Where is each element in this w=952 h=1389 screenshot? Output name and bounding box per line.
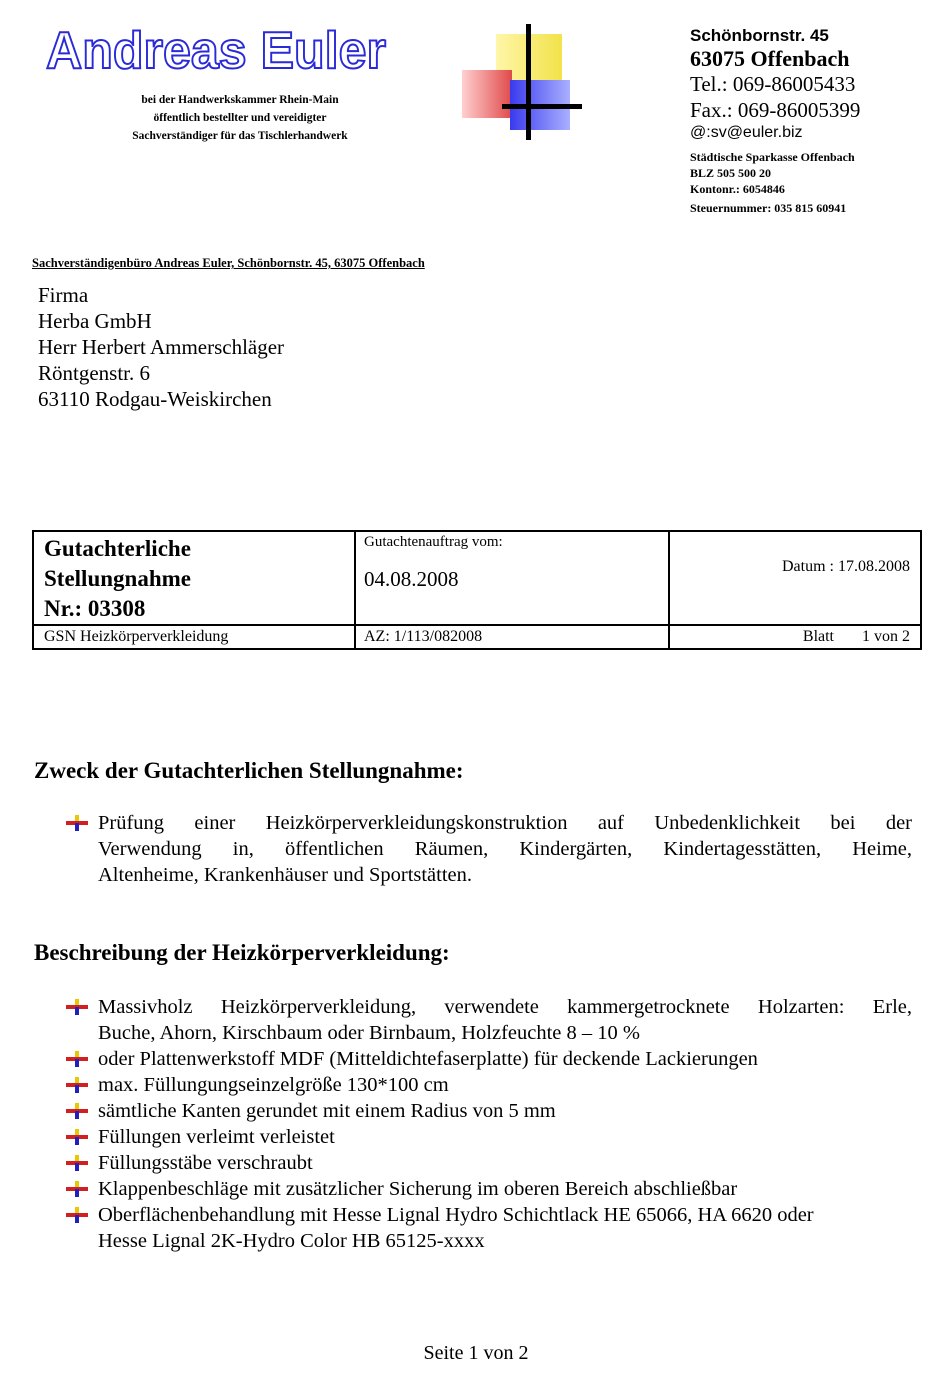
document-title-line: Gutachterliche xyxy=(44,536,191,561)
purpose-list xyxy=(66,810,912,888)
recipient-line: Herba GmbH xyxy=(38,309,152,333)
recipient-line: Röntgenstr. 6 xyxy=(38,361,151,385)
recipient-line: 63110 Rodgau-Weiskirchen xyxy=(38,387,272,411)
order-cell xyxy=(355,531,669,625)
logo-icon xyxy=(462,24,584,140)
subline-1: bei der Handwerkskammer Rhein-Main xyxy=(141,94,339,106)
list-item-line: Buche, Ahorn, Kirschbaum oder Birnbaum, Holzfeuchte 8 – 10 % xyxy=(98,1022,640,1044)
order-date: 04.08.2008 xyxy=(364,567,459,591)
recipient-address xyxy=(38,282,284,412)
brand-name: Andreas Euler xyxy=(46,22,386,80)
subline-2: öffentlich bestellter und vereidigter xyxy=(153,112,327,124)
document-subject: GSN Heizkörperverkleidung xyxy=(33,625,355,649)
recipient-line: Herr Herbert Ammerschläger xyxy=(38,335,285,359)
document-title-cell xyxy=(33,531,355,625)
arrow-bullet-icon xyxy=(66,1207,88,1223)
list-item-line: oder Plattenwerkstoff MDF (Mitteldichtefaserplatte) für deckende Lackierungen xyxy=(98,1048,758,1070)
address-street: Schönbornstr. 45 xyxy=(690,26,829,45)
list-item xyxy=(66,810,912,888)
list-item-line: max. Füllungungseinzelgröße 130*100 cm xyxy=(98,1074,449,1096)
list-item xyxy=(66,1098,912,1124)
address-city: 63075 Offenbach xyxy=(690,46,850,71)
list-item xyxy=(66,1176,912,1202)
recipient-line: Firma xyxy=(38,283,89,307)
list-item-line: Füllungen verleimt verleistet xyxy=(98,1126,335,1148)
arrow-bullet-icon xyxy=(66,1103,88,1119)
description-list xyxy=(66,994,912,1254)
arrow-bullet-icon xyxy=(66,1077,88,1093)
subline-3: Sachverständiger für das Tischlerhandwerk xyxy=(132,130,348,142)
arrow-bullet-icon xyxy=(66,1155,88,1171)
brand-wordmark xyxy=(44,12,404,82)
sheet-number xyxy=(669,625,921,649)
list-item xyxy=(66,1150,912,1176)
sender-line: Sachverständigenbüro Andreas Euler, Schönbornstr. 45, 63075 Offenbach xyxy=(32,256,425,270)
list-item-line: Oberflächenbehandlung mit Hesse Lignal Hydro Schichtlack HE 65066, HA 6620 oder xyxy=(98,1204,814,1226)
bank-account: Kontonr.: 6054846 xyxy=(690,182,785,196)
bank-blz: BLZ 505 500 20 xyxy=(690,166,772,180)
document-header-table xyxy=(32,530,922,650)
address-fax: Fax.: 069-86005399 xyxy=(690,98,861,122)
page-number-footer: Seite 1 von 2 xyxy=(423,1342,529,1364)
sheet-number-text: Blatt 1 von 2 xyxy=(802,628,910,645)
list-item-line: Altenheime, Krankenhäuser und Sportstätten. xyxy=(98,864,473,886)
address-phone: Tel.: 069-86005433 xyxy=(690,72,856,96)
list-item-line: sämtliche Kanten gerundet mit einem Radius von 5 mm xyxy=(98,1100,556,1122)
list-item-line: Füllungsstäbe verschraubt xyxy=(98,1152,313,1174)
list-item-line: Prüfung einer Heizkörperverkleidungskonstruktion auf Unbedenklichkeit bei der xyxy=(98,812,912,834)
list-item-line: Klappenbeschläge mit zusätzlicher Sicherung im oberen Bereich abschließbar xyxy=(98,1178,738,1200)
list-item-line: Hesse Lignal 2K-Hydro Color HB 65125-xxxx xyxy=(98,1230,485,1252)
arrow-bullet-icon xyxy=(66,1129,88,1145)
list-item-line: Verwendung in, öffentlichen Räumen, Kindergärten, Kindertagesstätten, Heime, xyxy=(98,838,912,860)
list-item xyxy=(66,1202,912,1254)
list-item xyxy=(66,1072,912,1098)
section-heading-description: Beschreibung der Heizkörperverkleidung: xyxy=(34,940,450,965)
document-title-line: Stellungnahme xyxy=(44,566,191,591)
order-label: Gutachtenauftrag vom: xyxy=(364,534,503,550)
document-date: Datum : 17.08.2008 xyxy=(669,531,921,625)
list-item xyxy=(66,1124,912,1150)
tax-number: Steuernummer: 035 815 60941 xyxy=(690,201,847,215)
document-number: Nr.: 03308 xyxy=(44,596,146,621)
bank-name: Städtische Sparkasse Offenbach xyxy=(690,150,855,164)
arrow-bullet-icon xyxy=(66,1181,88,1197)
arrow-bullet-icon xyxy=(66,999,88,1015)
list-item xyxy=(66,994,912,1046)
address-email: @:sv@euler.biz xyxy=(690,124,803,141)
file-reference: AZ: 1/113/082008 xyxy=(355,625,669,649)
arrow-bullet-icon xyxy=(66,815,88,831)
list-item xyxy=(66,1046,912,1072)
arrow-bullet-icon xyxy=(66,1051,88,1067)
list-item-line: Massivholz Heizkörperverkleidung, verwendete kammergetrocknete Holzarten: Erle, xyxy=(98,996,912,1018)
section-heading-purpose: Zweck der Gutachterlichen Stellungnahme: xyxy=(34,758,464,783)
